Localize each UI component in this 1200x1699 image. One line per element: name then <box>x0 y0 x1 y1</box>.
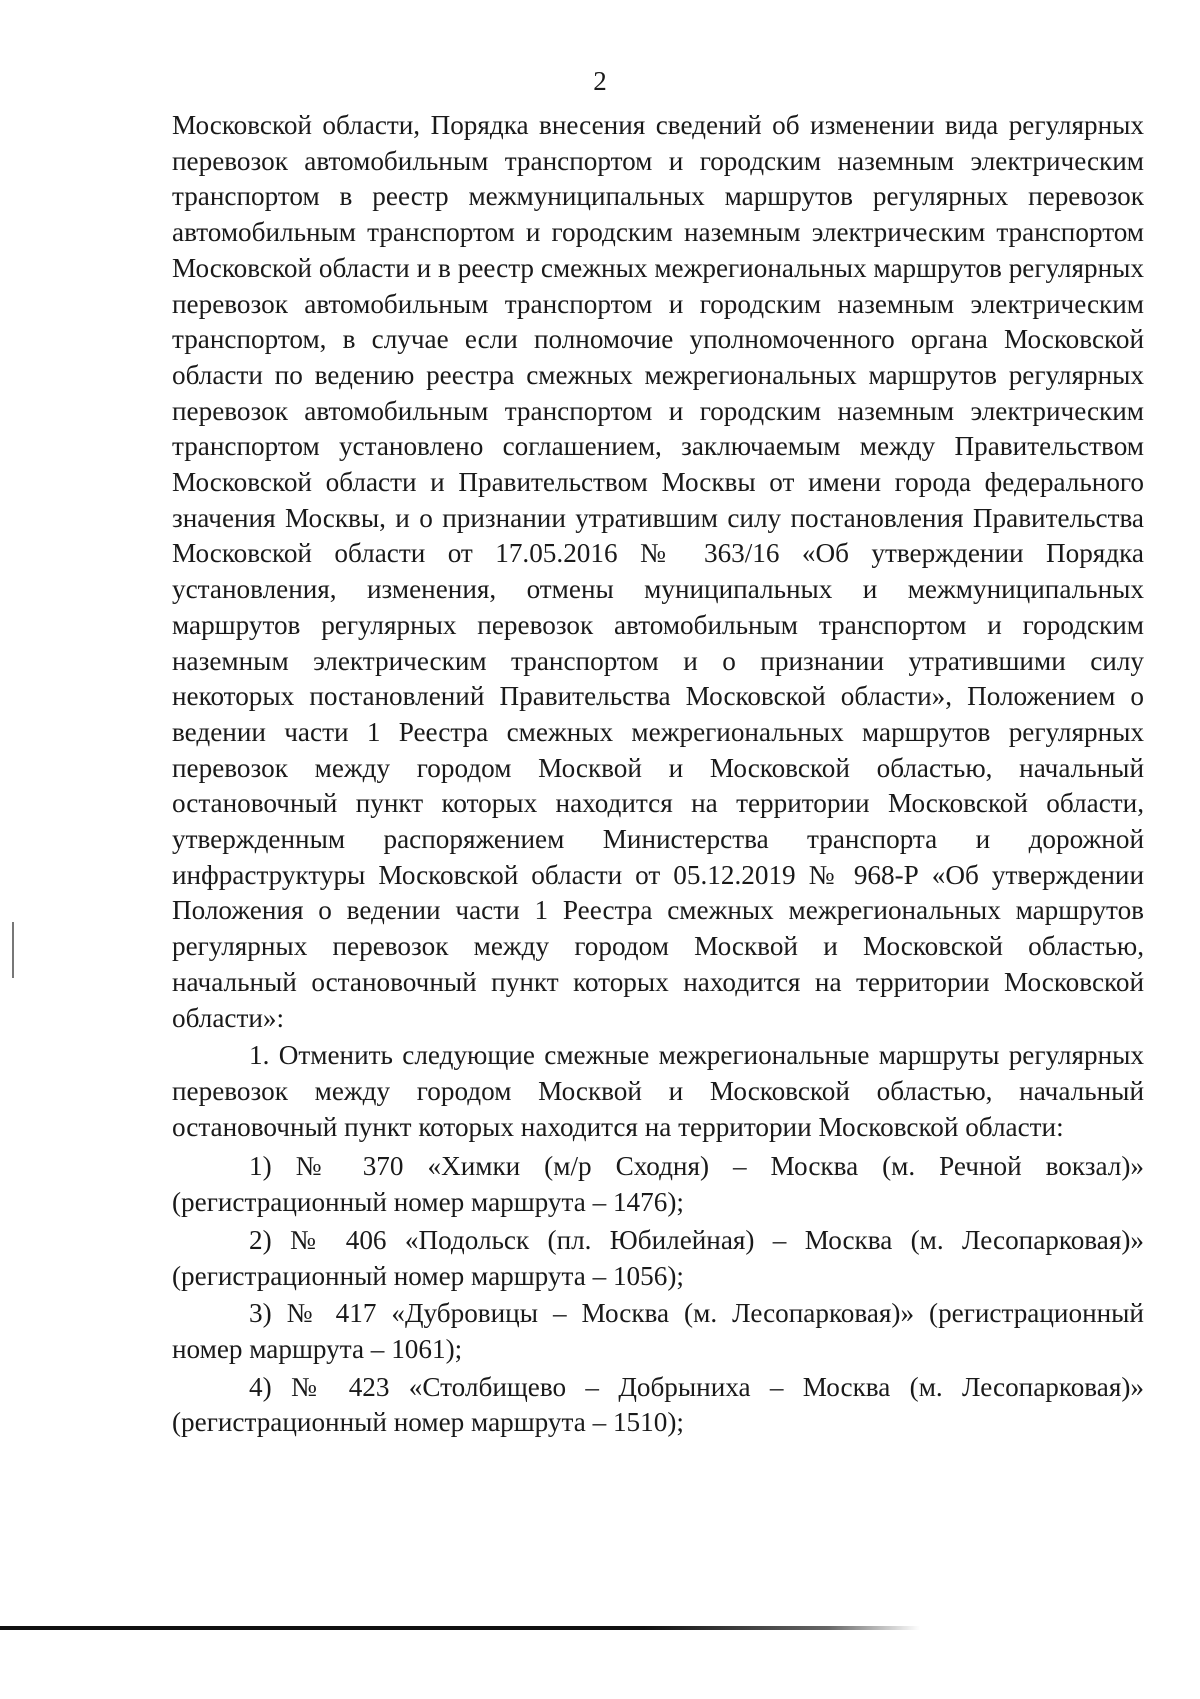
scan-margin-mark <box>12 922 14 978</box>
clause-1-paragraph: 1. Отменить следующие смежные межрегиональные маршруты регулярных перевозок между городом Москвой и Московской областью, начальный остановочный пункт которых находится на территории Московской области: <box>172 1040 1144 1142</box>
document-body <box>172 108 1144 1443</box>
route-item-1: 1) № 370 «Химки (м/р Сходня) – Москва (м. Речной вокзал)» (регистрационный номер маршрута – 1476); <box>172 1151 1144 1218</box>
scan-bottom-line <box>0 1626 920 1630</box>
continuation-paragraph: Московской области, Порядка внесения сведений об изменении вида регулярных перевозок автомобильным транспортом и городским наземным электрическим транспортом в реестр межмуниципальных маршрутов регулярных перевозок автомобильным транспортом и городским наземным электрическим транспортом Московской области и в реестр смежных межрегиональных маршрутов регулярных перевозок автомобильным транспортом и городским наземным электрическим транспортом, в случае если полномочие уполномоченного органа Московской области по ведению реестра смежных межрегиональных маршрутов регулярных перевозок автомобильным транспортом и городским наземным электрическим транспортом установлено соглашением, заключаемым между Правительством Московской области и Правительством Москвы от имени города федерального значения Москвы, и о признании утратившим силу постановления Правительства Московской области от 17.05.2016 № 363/16 «Об утверждении Порядка установления, изменения, отмены муниципальных и межмуниципальных маршрутов регулярных перевозок автомобильным транспортом и городским наземным электрическим транспортом и о признании утратившими силу некоторых постановлений Правительства Московской области», Положением о ведении части 1 Реестра смежных межрегиональных маршрутов регулярных перевозок между городом Москвой и Московской областью, начальный остановочный пункт которых находится на территории Московской области, утвержденным распоряжением Министерства транспорта и дорожной инфраструктуры Московской области от 05.12.2019 № 968-Р «Об утверждении Положения о ведении части 1 Реестра смежных межрегиональных маршрутов регулярных перевозок между городом Москвой и Московской областью, начальный остановочный пункт которых находится на территории Московской области»: <box>172 110 1144 1033</box>
page-number: 2 <box>593 66 607 96</box>
route-item-2: 2) № 406 «Подольск (пл. Юбилейная) – Москва (м. Лесопарковая)» (регистрационный номер маршрута – 1056); <box>172 1224 1144 1291</box>
route-item-3: 3) № 417 «Дубровицы – Москва (м. Лесопарковая)» (регистрационный номер маршрута – 1061); <box>172 1298 1144 1364</box>
route-item-4: 4) № 423 «Столбищево – Добрыниха – Москва (м. Лесопарковая)» (регистрационный номер маршрута – 1510); <box>172 1371 1144 1438</box>
